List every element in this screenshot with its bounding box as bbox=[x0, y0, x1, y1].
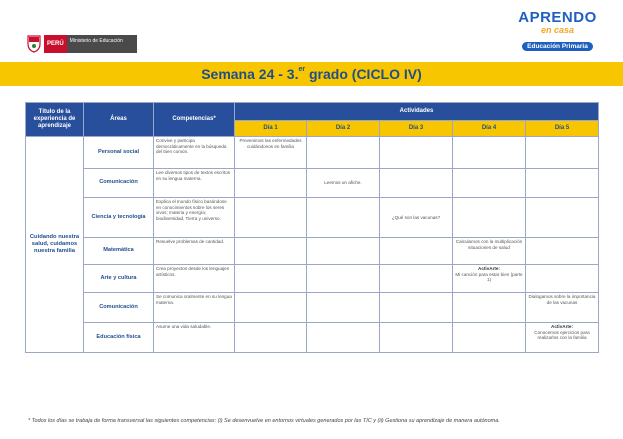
activity-cell bbox=[235, 323, 307, 353]
activity-cell bbox=[235, 265, 307, 293]
competency-cell: Crea proyectos desde los lenguajes artísticos. bbox=[154, 265, 235, 293]
aprendo-en-casa-logo bbox=[510, 10, 605, 52]
activity-cell bbox=[380, 238, 453, 265]
area-cell: Educación física bbox=[84, 323, 154, 353]
activity-cell bbox=[307, 238, 380, 265]
header-titulo: Título de la experiencia de aprendizaje bbox=[26, 103, 84, 137]
activity-text: Mi canción para estar bien (parte 1) bbox=[455, 271, 523, 283]
page-header bbox=[0, 0, 623, 62]
table-row bbox=[26, 198, 599, 238]
header-day-3: Día 3 bbox=[380, 121, 453, 137]
activity-cell bbox=[307, 293, 380, 323]
header-day-5: Día 5 bbox=[526, 121, 599, 137]
activity-cell bbox=[307, 265, 380, 293]
activity-title: ActivArte: bbox=[551, 324, 573, 329]
activity-cell bbox=[235, 198, 307, 238]
title-sup: er bbox=[298, 66, 306, 73]
activity-cell: ¿Qué son las vacunas? bbox=[380, 198, 453, 238]
header-competencias: Competencias* bbox=[154, 103, 235, 137]
area-cell: Ciencia y tecnología bbox=[84, 198, 154, 238]
competency-cell: Asume una vida saludable. bbox=[154, 323, 235, 353]
activity-cell bbox=[307, 198, 380, 238]
table-row bbox=[26, 293, 599, 323]
activity-cell bbox=[453, 137, 526, 169]
footnote: * Todos los días se trabaja de forma transversal las siguientes competencias: (i) Se desenvuelve en entornos virtuales generados por las TIC y (ii) Gestiona su aprendizaje de manera autónoma. bbox=[28, 418, 500, 424]
activity-cell bbox=[453, 265, 526, 293]
table-row bbox=[26, 323, 599, 353]
table-row bbox=[26, 169, 599, 198]
activity-cell bbox=[526, 169, 599, 198]
table-row bbox=[26, 265, 599, 293]
competency-cell: Lee diversos tipos de textos escritos en su lengua materna. bbox=[154, 169, 235, 198]
activity-cell: Prevenimos las enfermedades cuidándonos en familia bbox=[235, 137, 307, 169]
competency-cell: Explica el mundo físico basándose en conocimientos sobre los seres vivos; materia y energía; biodiversidad, Tierra y universo. bbox=[154, 198, 235, 238]
ministry-logo bbox=[27, 34, 137, 54]
header-areas: Áreas bbox=[84, 103, 154, 137]
activity-cell bbox=[526, 323, 599, 353]
title-pre: Semana 24 - 3. bbox=[201, 66, 299, 82]
title-post: grado (CICLO IV) bbox=[305, 66, 422, 82]
experience-title: Cuidando nuestra salud, cuidamos nuestra familia bbox=[26, 137, 84, 353]
brand-line-1: APRENDO bbox=[518, 9, 597, 26]
brand-line-2: en casa bbox=[540, 25, 575, 35]
activity-cell bbox=[235, 238, 307, 265]
activity-cell bbox=[526, 137, 599, 169]
activity-cell bbox=[380, 137, 453, 169]
header-day-2: Día 2 bbox=[307, 121, 380, 137]
title-band bbox=[0, 62, 623, 86]
activity-cell bbox=[380, 293, 453, 323]
header-day-1: Día 1 bbox=[235, 121, 307, 137]
area-cell: Personal social bbox=[84, 137, 154, 169]
peru-shield-icon bbox=[27, 35, 41, 53]
header-day-4: Día 4 bbox=[453, 121, 526, 137]
activity-cell bbox=[307, 137, 380, 169]
activity-cell bbox=[453, 169, 526, 198]
activity-cell bbox=[380, 265, 453, 293]
peru-label: PERÚ bbox=[44, 35, 67, 53]
activity-cell bbox=[526, 198, 599, 238]
area-cell: Comunicación bbox=[84, 293, 154, 323]
competency-cell: Convive y participa democráticamente en la búsqueda del bien común. bbox=[154, 137, 235, 169]
area-cell: Comunicación bbox=[84, 169, 154, 198]
activity-cell bbox=[453, 198, 526, 238]
activity-cell bbox=[380, 169, 453, 198]
activity-cell bbox=[526, 265, 599, 293]
activity-cell: Leemos un afiche. bbox=[307, 169, 380, 198]
activity-cell bbox=[380, 323, 453, 353]
brand-line-3: Educación Primaria bbox=[522, 42, 593, 51]
activity-cell bbox=[526, 238, 599, 265]
activity-cell: Calculamos con la multiplicación situaciones de salud bbox=[453, 238, 526, 265]
area-cell: Arte y cultura bbox=[84, 265, 154, 293]
activity-title: ActivArte: bbox=[478, 266, 500, 271]
activity-cell bbox=[307, 323, 380, 353]
activity-cell bbox=[453, 293, 526, 323]
table-row bbox=[26, 137, 599, 169]
schedule-table bbox=[25, 102, 599, 353]
competency-cell: Resuelve problemas de cantidad. bbox=[154, 238, 235, 265]
ministry-label: Ministerio de Educación bbox=[67, 35, 137, 53]
table-row bbox=[26, 238, 599, 265]
activity-text: Conocemos ejercicios para realizarlos con la familia bbox=[534, 329, 590, 341]
header-actividades: Actividades bbox=[235, 103, 599, 121]
activity-cell bbox=[235, 293, 307, 323]
activity-cell: Dialogamos sobre la importancia de las vacunas bbox=[526, 293, 599, 323]
activity-cell bbox=[235, 169, 307, 198]
activity-cell bbox=[453, 323, 526, 353]
competency-cell: Se comunica oralmente en su lengua materna. bbox=[154, 293, 235, 323]
area-cell: Matemática bbox=[84, 238, 154, 265]
page-title bbox=[0, 66, 623, 82]
